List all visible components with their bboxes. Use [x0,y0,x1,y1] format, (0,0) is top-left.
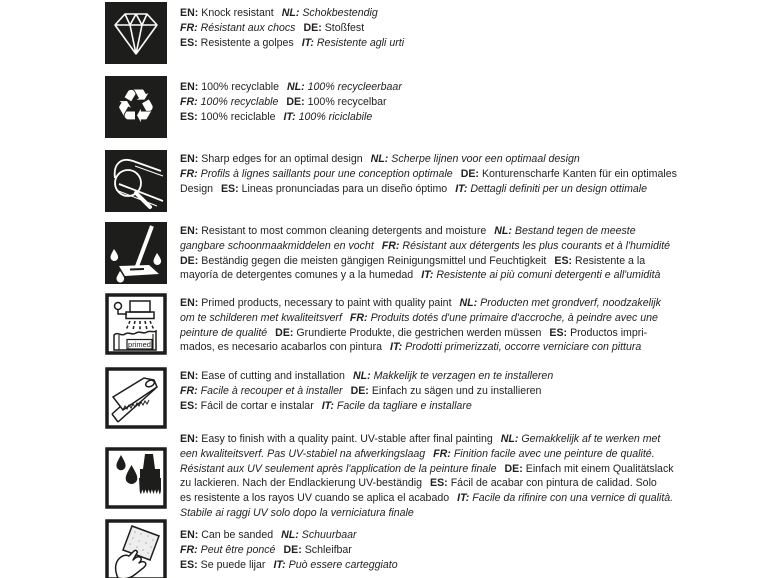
lang-segment [180,168,453,180]
language-label: ES : [430,477,448,489]
lang-segment [180,559,265,571]
feature-text-block [180,6,740,50]
language-label: ES : [554,255,572,267]
lang-segment [180,341,382,353]
feature-description: Schokbestendig [302,7,378,19]
lang-segment [433,448,654,460]
lang-segment [283,544,351,556]
lang-segment [180,153,363,165]
text-line [180,476,740,491]
feature-description: 100% recycelbar [307,95,387,108]
feature-description: gangbare schoonmaakmiddelen en vocht [180,239,374,252]
feature-description: mados, es necesario acabarlos con pintura [180,341,382,354]
text-line [180,543,740,558]
language-label: DE : [180,255,198,267]
lang-segment [461,168,677,180]
feature-description: Produits dotés d'une primaire d'accroche, à peindre avec une [370,311,658,324]
feature-description: Resistente a la [575,254,646,267]
feature-description: Resistente ai più comuni detergenti e all'umidità [436,269,661,282]
text-line [180,296,740,311]
language-label: ES : [180,400,198,412]
lang-segment [180,240,374,252]
feature-description: Profils à lignes saillants pour une conception optimale [200,167,453,180]
lang-segment [180,507,414,519]
lang-segment [180,111,275,123]
lang-segment [180,385,343,397]
lang-segment [505,463,674,475]
feature-description: Einfach mit einem Qualitätslack [525,462,674,475]
lang-segment [180,81,279,93]
language-label: EN : [180,297,198,309]
feature-description: 100% recyclable [200,95,279,108]
language-label: ES : [549,327,567,339]
text-line [180,491,740,506]
feature-description: om te schilderen met kwaliteitsverf [180,311,342,324]
feature-description: Resistant to most common cleaning detergents and moisture [201,225,487,237]
feature-description: Gemakkelijk af te werken met [521,433,661,445]
language-label: DE : [505,463,523,475]
text-line [180,80,740,95]
lang-segment [180,477,422,489]
language-label: EN : [180,370,198,382]
language-label: DE : [283,544,301,556]
lang-segment [350,312,658,324]
lang-segment [180,312,342,324]
feature-description: een kwaliteitsverf. Pas UV-stabiel na afwerkingslaag [180,447,426,460]
language-label: DE : [351,385,369,397]
lang-segment [180,529,273,541]
lang-segment [287,81,402,93]
lang-segment [382,240,670,252]
lang-segment [180,448,425,460]
language-label: NL : [282,7,300,19]
text-line [180,326,740,341]
lang-segment [180,433,493,445]
feature-text-block [180,80,740,124]
feature-description: Ease of cutting and installation [201,370,345,382]
lang-segment [180,370,345,382]
language-label: IT : [390,341,402,353]
language-label: EN : [180,81,198,93]
language-label: EN : [180,433,198,445]
feature-description: Stabile ai raggi UV solo dopo la verniciatura finale [180,506,414,519]
language-label: EN : [180,225,198,237]
lang-segment [273,559,397,571]
feature-description: Finition facile avec une peinture de qualité. [453,447,655,460]
lang-segment [180,255,546,267]
feature-description: Facile da tagliare e installare [336,399,472,412]
text-line [180,110,740,125]
lang-segment [281,529,356,541]
feature-description: Può essere carteggiato [288,558,398,571]
language-label: NL : [353,370,371,382]
feature-text-block [180,152,740,196]
language-label: NL : [501,433,519,445]
language-label: FR : [433,448,451,460]
lang-segment [421,269,660,281]
lang-segment [353,370,553,382]
feature-description: 100% recycleerbaar [307,81,402,93]
feature-text-block [180,432,740,521]
lang-segment [180,544,275,556]
feature-description: Producten met grondverf, noodzakelijk [480,297,661,309]
feature-description: Resistente a golpes [200,36,294,49]
feature-text-block [180,224,740,283]
feature-description: Can be sanded [201,529,274,541]
diamond-icon [105,2,167,64]
language-label: DE : [286,96,304,108]
language-label: DE : [303,22,321,34]
language-label: NL : [281,529,299,541]
lang-segment [494,225,635,237]
lang-segment [283,111,372,123]
feature-description: Facile da rifinire con una vernice di qualità. [472,492,674,505]
feature-description: Lineas pronunciadas para un diseño óptimo [241,182,448,195]
feature-description: Beständig gegen die meisten gängigen Reinigungsmittel und Feuchtigkeit [201,254,547,267]
language-label: NL : [460,297,478,309]
language-label: FR : [180,544,198,556]
text-line [180,6,740,21]
language-label: EN : [180,7,198,19]
text-line [180,152,740,167]
language-label: ES : [180,37,198,49]
language-label: ES : [180,559,198,571]
feature-description: 100% reciclable [200,110,276,123]
text-line [180,95,740,110]
lang-segment [180,225,486,237]
feature-description: Stoßfest [324,21,365,34]
feature-description: Prodotti primerizzati, occorre verniciare con pittura [405,341,642,354]
lang-segment [180,327,267,339]
lang-segment [554,255,645,267]
lang-segment [180,22,295,34]
text-line [180,432,740,447]
language-label: FR : [180,168,198,180]
text-line [180,36,740,51]
paint-brush-drops-icon [105,447,167,509]
feature-description: Schuurbaar [301,529,357,541]
lang-segment [180,37,294,49]
text-line [180,369,740,384]
language-label: DE : [461,168,479,180]
feature-description: Fácil de acabar con pintura de calidad. Solo [450,477,657,490]
feature-description: Peut être poncé [200,543,276,556]
lang-segment [390,341,641,353]
feature-description: Design [180,182,213,195]
text-line [180,254,740,269]
feature-description: Schleifbar [304,543,352,556]
language-label: NL : [494,225,512,237]
language-label: IT : [302,37,314,49]
lang-segment [286,96,386,108]
lang-segment [180,7,274,19]
text-line [180,447,740,462]
feature-description: Productos impri- [570,326,648,339]
feature-description: Se puede lijar [200,558,266,571]
language-label: FR : [180,96,198,108]
text-line [180,399,740,414]
feature-description: Resistente agli urti [316,36,405,49]
feature-description: Scherpe lijnen voor een optimaal design [391,153,580,165]
lang-segment [371,153,580,165]
text-line [180,182,740,197]
saw-cutting-icon [105,367,167,429]
feature-description: Easy to finish with a quality paint. UV-stable after final painting [201,433,493,445]
text-line [180,462,740,477]
feature-description: Dettagli definiti per un design ottimale [470,182,648,195]
feature-description: Résistant aux détergents les plus courants et à l'humidité [402,239,671,252]
text-line [180,21,740,36]
svg-text:♻: ♻ [115,79,157,133]
language-label: FR : [350,312,368,324]
feature-description: zu lackieren. Nach der Endlackierung UV-beständig [180,477,423,490]
lang-segment [303,22,364,34]
language-label: FR : [382,240,400,252]
feature-description: Résistant aux UV seulement après l'application de la peinture finale [180,462,497,475]
language-label: NL : [371,153,389,165]
feature-text-block [180,528,740,572]
lang-segment [180,463,497,475]
lang-segment [501,433,661,445]
feature-description: 100% recyclable [201,81,279,93]
feature-description: es resistente a los rayos UV cuando se aplica el acabado [180,492,450,505]
language-label: ES : [221,183,239,195]
feature-description: Grundierte Produkte, die gestrichen werden müssen [296,326,542,339]
language-label: ES : [180,111,198,123]
text-line [180,239,740,254]
sanding-hand-icon [105,519,167,578]
language-label: NL : [287,81,305,93]
primed-spray-icon [105,293,167,355]
feature-text-block [180,369,740,413]
text-line [180,528,740,543]
lang-segment [282,7,378,19]
language-label: DE : [275,327,293,339]
lang-segment [180,96,278,108]
lang-segment [180,269,413,281]
feature-description: peinture de qualité [180,326,268,339]
lang-segment [180,400,314,412]
feature-description: Bestand tegen de meeste [514,225,636,237]
text-line [180,340,740,355]
lang-segment [221,183,447,195]
feature-description: Konturenscharfe Kanten für ein optimales [481,167,677,180]
feature-text-block [180,296,740,355]
language-label: IT : [455,183,467,195]
primed-label: primed [128,340,151,349]
language-label: IT : [457,492,469,504]
language-label: EN : [180,529,198,541]
lang-segment [180,297,452,309]
feature-description: Einfach zu sägen und zu installieren [371,384,542,397]
language-label: EN : [180,153,198,165]
text-line [180,506,740,521]
lang-segment [322,400,472,412]
language-label: FR : [180,385,198,397]
feature-description: Primed products, necessary to paint with quality paint [201,297,452,309]
feature-description: 100% riciclabile [298,110,373,123]
feature-description: Sharp edges for an optimal design [201,153,363,165]
lang-segment [302,37,404,49]
feature-description: Makkelijk te verzagen en te installeren [373,370,554,382]
lang-segment [180,492,449,504]
language-label: IT : [421,269,433,281]
language-label: IT : [322,400,334,412]
lang-segment [275,327,541,339]
text-line [180,558,740,573]
feature-description: Knock resistant [201,7,274,19]
lang-segment [455,183,647,195]
sharp-edges-icon [105,150,167,212]
feature-description: Fácil de cortar e instalar [200,399,314,412]
text-line [180,311,740,326]
text-line [180,167,740,182]
cleaning-mop-icon [105,222,167,284]
language-label: FR : [180,22,198,34]
text-line [180,268,740,283]
lang-segment [351,385,542,397]
lang-segment [180,183,213,195]
feature-description: Résistant aux chocs [200,21,296,34]
language-label: IT : [283,111,295,123]
text-line [180,224,740,239]
recycle-icon [105,76,167,138]
lang-segment [430,477,657,489]
text-line [180,384,740,399]
lang-segment [457,492,673,504]
lang-segment [549,327,647,339]
feature-description: Facile à recouper et à installer [200,384,343,397]
language-label: IT : [273,559,285,571]
lang-segment [460,297,661,309]
feature-description: mayoría de detergentes comunes y a la humedad [180,269,414,282]
